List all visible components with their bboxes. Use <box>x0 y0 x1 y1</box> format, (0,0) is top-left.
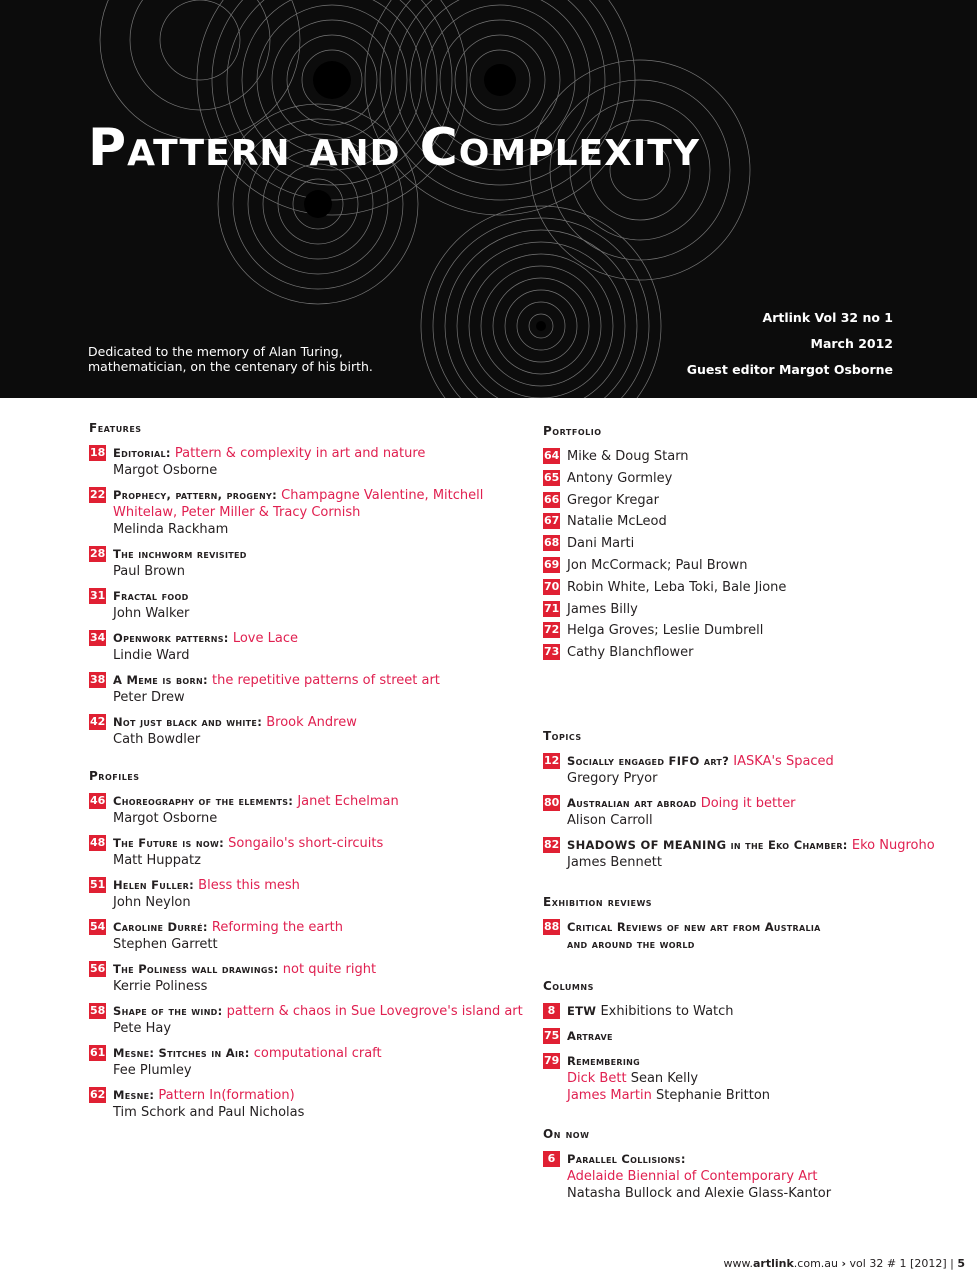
entry-author: Margot Osborne <box>113 463 218 478</box>
entry-author: Paul Brown <box>113 564 186 579</box>
artist-name: Natalie McLeod <box>567 514 667 530</box>
spiral-4 <box>421 206 661 398</box>
page-number: 46 <box>90 794 106 807</box>
entry-kicker: Mesne: <box>113 1088 155 1102</box>
toc-entry[interactable] <box>543 795 963 829</box>
artist-name: Antony Gormley <box>567 470 673 486</box>
entry-subtitle: Adelaide Biennial of Contemporary Art <box>567 1169 818 1184</box>
entry-subtitle: Champagne Valentine, Mitchell Whitelaw, Peter Miller & Tracy Cornish <box>113 488 484 520</box>
page-number: 64 <box>544 449 560 462</box>
topics-heading: Topics <box>543 729 582 743</box>
remembered-name: James Martin <box>567 1088 652 1103</box>
entry-author: Kerrie Poliness <box>113 979 208 994</box>
page-number: 73 <box>544 645 560 659</box>
page-number: 28 <box>90 547 106 560</box>
page-number: 66 <box>544 492 560 506</box>
dedication-line: Dedicated to the memory of Alan Turing, <box>88 344 343 359</box>
page-number: 61 <box>90 1046 106 1059</box>
remembering-line <box>567 1087 963 1104</box>
page-number: 8 <box>543 1003 560 1019</box>
portfolio-item[interactable] <box>543 535 963 557</box>
page-number: 80 <box>544 796 560 809</box>
toc-entry[interactable] <box>89 919 529 953</box>
entry-author: Gregory Pryor <box>567 771 658 786</box>
toc-entry[interactable] <box>89 487 529 538</box>
page-number: 82 <box>544 838 560 851</box>
profiles-heading: Profiles <box>89 769 140 783</box>
entry-kicker: The Poliness wall drawings: <box>113 962 279 976</box>
profiles-section <box>89 769 529 1129</box>
page-number: 58 <box>90 1004 106 1017</box>
entry-kicker: Helen Fuller: <box>113 878 195 892</box>
page-number: 70 <box>544 579 560 593</box>
toc-entry[interactable] <box>543 919 843 953</box>
entry-author: James Bennett <box>567 855 662 870</box>
entry-author: John Neylon <box>113 895 191 910</box>
page-number: 72 <box>544 623 560 637</box>
page-number: 69 <box>544 557 560 571</box>
portfolio-item[interactable] <box>543 622 963 644</box>
footer-tld: .com.au <box>793 1257 838 1270</box>
entry-subtitle: Eko Nugroho <box>851 838 935 853</box>
page-number: 38 <box>90 673 106 686</box>
portfolio-item[interactable] <box>543 470 963 492</box>
entry-kicker: Shape of the wind: <box>113 1004 223 1018</box>
entry-author: Matt Huppatz <box>113 853 201 868</box>
footer-issue: vol 32 # 1 [2012] <box>849 1257 947 1270</box>
toc-entry[interactable] <box>543 753 963 787</box>
entry-subtitle: the repetitive patterns of street art <box>211 673 440 688</box>
artist-name: Mike & Doug Starn <box>567 449 689 464</box>
page-number: 68 <box>544 536 560 550</box>
entry-author: Tim Schork and Paul Nicholas <box>113 1105 305 1120</box>
entry-author: Peter Drew <box>113 690 185 705</box>
entry-subtitle: Pattern & complexity in art and nature <box>174 446 426 461</box>
portfolio-heading: Portfolio <box>543 424 602 438</box>
portfolio-item[interactable] <box>543 601 963 623</box>
page-title: Pattern and Complexity <box>88 118 700 178</box>
toc-entry[interactable] <box>89 672 529 706</box>
entry-subtitle: Pattern In(formation) <box>158 1088 295 1103</box>
toc-entry[interactable] <box>543 1151 963 1202</box>
remembering-author: Stephanie Britton <box>655 1088 771 1103</box>
entry-kicker: Mesne: Stitches in Air: <box>113 1046 250 1060</box>
exhibition-reviews-section <box>543 895 843 961</box>
portfolio-item[interactable] <box>543 513 963 535</box>
page-number: 22 <box>90 488 106 501</box>
portfolio-item[interactable] <box>543 579 963 601</box>
page-number: 31 <box>90 589 106 602</box>
footer-separator: | <box>950 1257 954 1270</box>
guest-editor: Guest editor Margot Osborne <box>686 362 893 377</box>
toc-entry[interactable] <box>89 961 529 995</box>
entry-subtitle: not quite right <box>282 962 377 977</box>
remembering-line <box>567 1070 963 1087</box>
toc-entry[interactable] <box>89 445 529 479</box>
entry-subtitle: Bless this mesh <box>198 878 300 893</box>
toc-entry[interactable] <box>89 630 529 664</box>
entry-kicker: ETW <box>567 1004 597 1018</box>
toc-entry[interactable] <box>89 877 529 911</box>
entry-author: Stephen Garrett <box>113 937 218 952</box>
entry-subtitle: Songailo's short-circuits <box>228 836 384 851</box>
page-number: 34 <box>90 631 106 644</box>
entry-subtitle: Reforming the earth <box>211 920 344 935</box>
toc-entry[interactable] <box>89 1003 529 1037</box>
entry-subtitle: Janet Echelman <box>297 794 399 809</box>
page-number: 65 <box>544 470 560 484</box>
toc-entry[interactable] <box>89 546 529 580</box>
entry-author: Pete Hay <box>113 1021 172 1036</box>
hero-banner <box>0 0 977 398</box>
entry-kicker: SHADOWS OF MEANING in the Eko Chamber: <box>567 838 848 852</box>
artist-name: Jon McCormack; Paul Brown <box>567 557 748 573</box>
toc-entry[interactable] <box>89 793 529 827</box>
toc-entry[interactable] <box>543 1003 963 1020</box>
topics-section <box>543 729 963 879</box>
artist-name: Dani Marti <box>567 536 635 552</box>
toc-entry[interactable] <box>89 714 529 748</box>
entry-author: Fee Plumley <box>113 1063 192 1078</box>
page-number: 51 <box>90 878 106 891</box>
remembered-name: Dick Bett <box>567 1071 627 1086</box>
entry-author: Alison Carroll <box>567 813 653 828</box>
toc-entry[interactable] <box>89 588 529 622</box>
entry-author: John Walker <box>113 606 190 621</box>
entry-author: Lindie Ward <box>113 648 190 663</box>
on-now-heading: On now <box>543 1127 590 1141</box>
page-number: 54 <box>90 920 106 933</box>
entry-author: Cath Bowdler <box>113 732 201 747</box>
page-number: 56 <box>90 962 106 975</box>
page-number: 88 <box>544 920 560 933</box>
page-number: 71 <box>544 601 560 615</box>
on-now-section <box>543 1127 963 1210</box>
footer-www: www. <box>723 1257 753 1270</box>
artist-name: Cathy Blanchflower <box>567 645 694 661</box>
entry-subtitle: Love Lace <box>232 631 298 646</box>
entry-text: Exhibitions to Watch <box>600 1004 734 1019</box>
entry-kicker: Choreography of the elements: <box>113 794 294 808</box>
features-section <box>89 421 529 756</box>
page-number: 6 <box>543 1151 560 1167</box>
issue-date: March 2012 <box>810 336 893 351</box>
page-number: 62 <box>90 1088 106 1101</box>
features-heading: Features <box>89 421 142 435</box>
page-number: 12 <box>544 754 560 767</box>
portfolio-item[interactable] <box>543 448 963 470</box>
toc-entry[interactable] <box>543 1053 963 1104</box>
page-number: 67 <box>544 514 560 528</box>
exhibition-reviews-heading: Exhibition reviews <box>543 895 653 909</box>
entry-kicker: The inchworm revisited <box>113 547 247 561</box>
entry-kicker: Fractal food <box>113 589 189 603</box>
artist-name: Robin White, Leba Toki, Bale Jione <box>567 579 787 595</box>
entry-kicker: Openwork patterns: <box>113 631 229 645</box>
entry-subtitle: pattern & chaos in Sue Lovegrove's island art <box>226 1004 523 1019</box>
page-footer <box>724 1257 965 1270</box>
entry-subtitle: computational craft <box>253 1046 382 1061</box>
entry-subtitle: Brook Andrew <box>266 715 357 730</box>
toc-entry[interactable] <box>543 1028 963 1045</box>
entry-kicker: Caroline Durré: <box>113 920 208 934</box>
entry-subtitle: Doing it better <box>700 796 796 811</box>
remembering-author: Sean Kelly <box>630 1071 699 1086</box>
page-number: 75 <box>544 1029 560 1042</box>
issue-volume: Artlink Vol 32 no 1 <box>762 310 893 325</box>
entry-kicker: The Future is now: <box>113 836 225 850</box>
entry-author: Melinda Rackham <box>113 522 229 537</box>
page-number-footer: 5 <box>957 1257 965 1270</box>
entry-kicker: Artrave <box>567 1029 613 1043</box>
entry-kicker: Editorial: <box>113 446 171 460</box>
entry-kicker: Remembering <box>567 1054 640 1068</box>
entry-kicker: Prophecy, pattern, progeny: <box>113 488 277 502</box>
page-number: 42 <box>90 715 106 728</box>
entry-kicker: Critical Reviews of new art from Australia and around the world <box>567 920 821 951</box>
entry-kicker: Australian art abroad <box>567 796 697 810</box>
dedication-line: mathematician, on the centenary of his birth. <box>88 359 373 374</box>
page-number: 48 <box>90 836 106 849</box>
columns-heading: Columns <box>543 979 594 993</box>
dedication-text <box>88 344 373 374</box>
issue-info <box>687 305 893 383</box>
portfolio-item[interactable] <box>543 492 963 514</box>
entry-kicker: Parallel Collisions: <box>567 1152 686 1166</box>
columns-section <box>543 979 963 1112</box>
entry-kicker: A Meme is born: <box>113 673 208 687</box>
entry-kicker: Socially engaged FIFO art? <box>567 754 730 768</box>
toc-entry[interactable] <box>89 1087 529 1121</box>
entry-author: Margot Osborne <box>113 811 218 826</box>
artist-name: James Billy <box>567 601 638 617</box>
footer-site[interactable]: artlink <box>753 1257 794 1270</box>
artist-name: Helga Groves; Leslie Dumbrell <box>567 623 764 639</box>
entry-author: Natasha Bullock and Alexie Glass-Kantor <box>567 1186 832 1201</box>
toc-entry[interactable] <box>543 837 963 871</box>
entry-subtitle: IASKA's Spaced <box>733 754 834 769</box>
chevron-right-icon: › <box>841 1257 847 1270</box>
toc-entry[interactable] <box>89 835 529 869</box>
artist-name: Gregor Kregar <box>567 492 659 508</box>
portfolio-item[interactable] <box>543 557 963 579</box>
entry-kicker: Not just black and white: <box>113 715 263 729</box>
portfolio-item[interactable] <box>543 644 963 666</box>
toc-entry[interactable] <box>89 1045 529 1079</box>
page-number: 18 <box>90 446 106 459</box>
portfolio-section <box>543 424 963 666</box>
page-number: 79 <box>544 1054 560 1067</box>
